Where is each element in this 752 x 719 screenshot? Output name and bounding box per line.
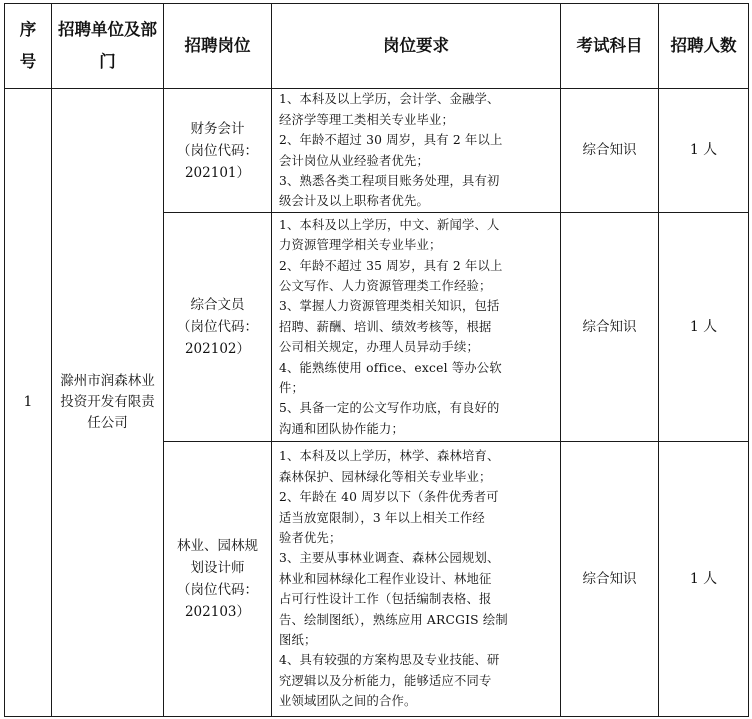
post-name: 综合文员: [190, 297, 245, 313]
requirements-cell: [272, 89, 561, 213]
org-cell: [52, 89, 164, 717]
org-name: 滁州市润森林业投资开发有限责任公司: [60, 373, 155, 431]
recruitment-table: [4, 3, 749, 717]
requirement-line: 4、能熟练使用 office、excel 等办公软: [279, 360, 502, 375]
post-code-label: （岗位代码：: [177, 319, 258, 335]
requirement-line: 5、具备一定的公文写作功底，有良好的: [279, 401, 500, 416]
header-exam: 考试科目: [561, 4, 659, 89]
post-code-label: （岗位代码：: [177, 142, 258, 159]
header-seq: 序号: [5, 4, 52, 89]
post-cell: [164, 442, 272, 717]
exam-cell: 综合知识: [561, 213, 659, 442]
requirement-line: 图纸；: [279, 633, 317, 648]
requirement-line: 森林保护、园林绿化等相关专业毕业；: [279, 469, 492, 484]
seq-cell: 1: [5, 89, 52, 717]
requirement-line: 2、年龄不超过 35 周岁，具有 2 年以上: [279, 258, 503, 273]
count-cell: 1 人: [659, 213, 749, 442]
header-count: 招聘人数: [659, 4, 749, 89]
header-requirements: 岗位要求: [272, 4, 561, 89]
post-code-label: （岗位代码：: [177, 582, 258, 598]
requirements-cell: [272, 213, 561, 442]
requirement-line: 2、年龄不超过 30 周岁，具有 2 年以上: [279, 133, 503, 148]
count-cell: 1 人: [659, 442, 749, 717]
table-row: [5, 89, 749, 213]
requirement-line: 林业和园林绿化工程作业设计、林地征: [279, 571, 492, 586]
requirement-line: 沟通和团队协作能力；: [279, 421, 404, 436]
requirements-cell: [272, 442, 561, 717]
requirement-line: 级会计及以上职称者优先。: [279, 194, 429, 209]
requirement-line: 3、掌握人力资源管理类相关知识，包括: [279, 299, 500, 314]
requirement-line: 公文写作、人力资源管理类工作经验；: [279, 278, 492, 293]
requirement-line: 公司相关规定，办理人员异动手续；: [279, 340, 479, 355]
requirement-line: 会计岗位从业经验者优先；: [279, 153, 429, 168]
header-post: 招聘岗位: [164, 4, 272, 89]
requirement-line: 1、本科及以上学历，林学、森林培育、: [279, 449, 500, 464]
requirement-line: 经济学等理工类相关专业毕业；: [279, 112, 454, 127]
post-name: 林业、园林规划设计师: [177, 538, 258, 576]
requirement-line: 3、熟悉各类工程项目账务处理，具有初: [279, 173, 500, 188]
post-name: 财务会计: [190, 120, 245, 137]
requirement-line: 业领域团队之间的合作。: [279, 694, 417, 709]
requirement-line: 验者优先；: [279, 530, 342, 545]
requirement-line: 4、具有较强的方案构思及专业技能、研: [279, 653, 500, 668]
post-cell: [164, 89, 272, 213]
requirement-line: 件；: [279, 381, 304, 396]
recruitment-document: [4, 3, 748, 716]
requirement-line: 力资源管理学相关专业毕业；: [279, 238, 442, 253]
requirement-line: 1、本科及以上学历，中文、新闻学、人: [279, 217, 500, 232]
requirement-line: 告、绘制图纸），熟练应用 ARCGIS 绘制: [279, 612, 508, 627]
requirement-line: 招聘、薪酬、培训、绩效考核等，根据: [279, 319, 492, 334]
exam-cell: 综合知识: [561, 442, 659, 717]
post-code: 202101）: [184, 164, 251, 181]
post-code: 202103）: [184, 604, 251, 620]
exam-cell: 综合知识: [561, 89, 659, 213]
requirement-line: 3、主要从事林业调查、森林公园规划、: [279, 551, 500, 566]
post-cell: [164, 213, 272, 442]
count-cell: 1 人: [659, 89, 749, 213]
requirement-line: 占可行性设计工作（包括编制表格、报: [279, 592, 492, 607]
requirement-line: 2、年龄在 40 周岁以下（条件优秀者可: [279, 490, 499, 505]
requirement-line: 1、本科及以上学历，会计学、金融学、: [279, 92, 500, 107]
post-code: 202102）: [184, 341, 251, 357]
requirement-line: 适当放宽限制），3 年以上相关工作经: [279, 510, 485, 525]
requirement-line: 究逻辑以及分析能力，能够适应不同专: [279, 673, 492, 688]
header-row: [5, 4, 749, 89]
header-org: 招聘单位及部门: [52, 4, 164, 89]
